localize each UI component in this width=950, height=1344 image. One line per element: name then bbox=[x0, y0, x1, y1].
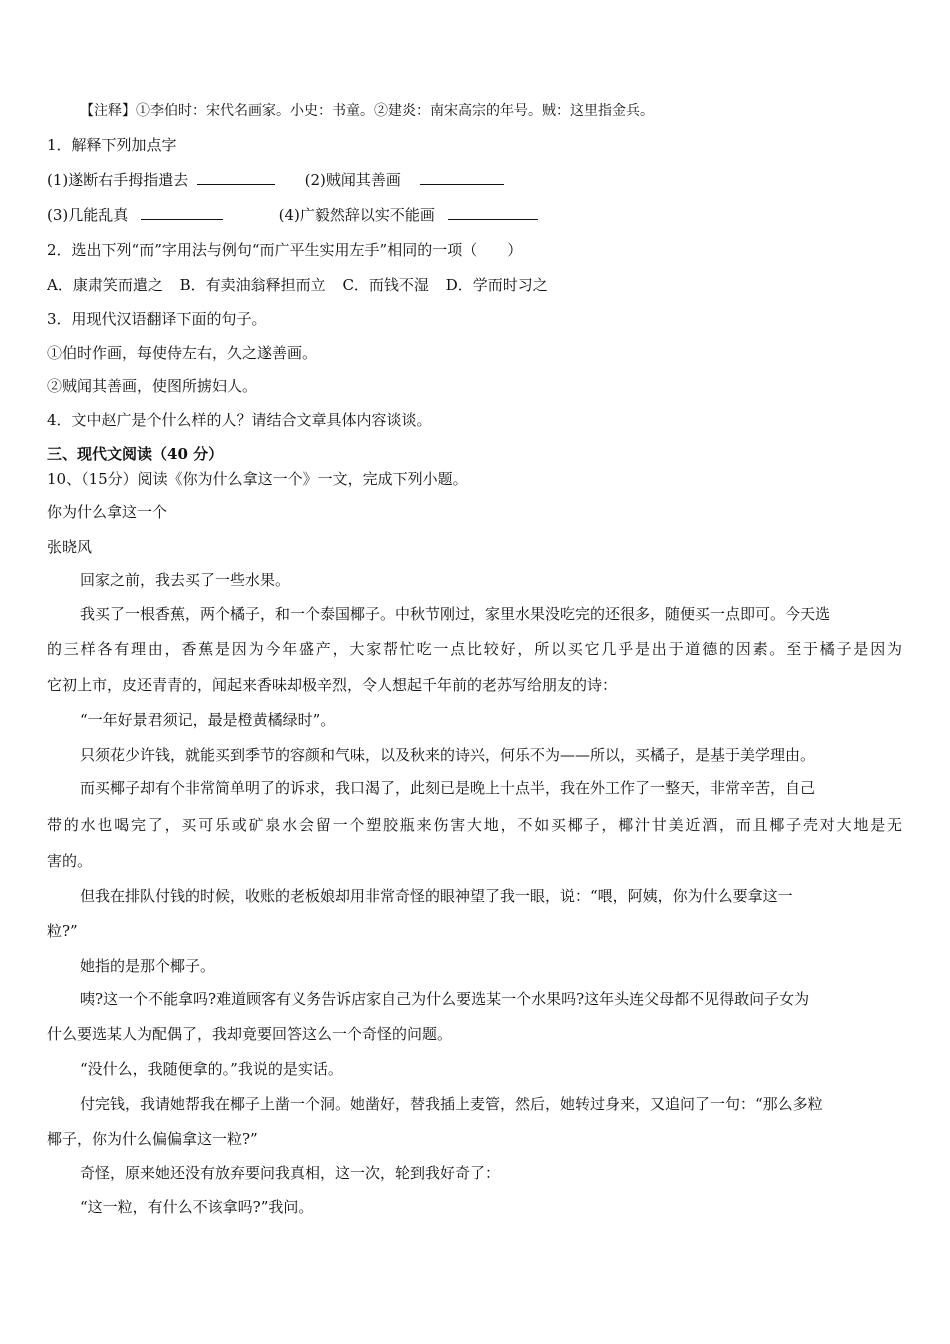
q1-item-1: (1)遂断右手拇指遣去 bbox=[47, 171, 189, 189]
paragraph-line: 粒?” bbox=[47, 922, 78, 940]
paragraph-line: 它初上市，皮还青青的，闻起来香味却极辛烈，令人想起千年前的老苏写给朋友的诗： bbox=[47, 676, 618, 694]
paragraph-line: 的三样各有理由，香蕉是因为今年盛产，大家帮忙吃一点比较好，所以买它几乎是出于道德的因素。至于橘子是因为 bbox=[47, 640, 902, 658]
question-1-row-2 bbox=[47, 205, 538, 225]
article-title: 你为什么拿这一个 bbox=[47, 503, 168, 521]
option-c[interactable]: C．而钱不湿 bbox=[342, 276, 429, 294]
paragraph-line: 付完钱，我请她帮我在椰子上凿一个洞。她凿好，替我插上麦管，然后，她转过身来，又追问了一句：“那么多粒 bbox=[80, 1095, 823, 1113]
question-1-row-1 bbox=[47, 170, 504, 190]
answer-blank[interactable] bbox=[448, 205, 538, 220]
paragraph: “这一粒，有什么不该拿吗?”我问。 bbox=[80, 1198, 314, 1216]
option-a[interactable]: A．康肃笑而遣之 bbox=[47, 276, 163, 294]
paragraph: 她指的是那个椰子。 bbox=[80, 957, 216, 975]
paragraph-line: 而买椰子却有个非常简单明了的诉求，我口渴了，此刻已是晚上十点半，我在外工作了一整天，非常辛苦，自己 bbox=[80, 779, 816, 797]
section-heading: 三、现代文阅读（40 分） bbox=[47, 445, 224, 463]
paragraph-line: 我买了一根香蕉，两个橘子，和一个泰国椰子。中秋节刚过，家里水果没吃完的还很多，随便买一点即可。今天选 bbox=[80, 605, 831, 623]
paragraph: 只须花少许钱，就能买到季节的容颜和气味，以及秋来的诗兴，何乐不为——所以，买橘子，是基于美学理由。 bbox=[80, 746, 816, 764]
answer-blank[interactable] bbox=[141, 205, 223, 220]
article-author: 张晓风 bbox=[47, 538, 93, 556]
annotation-note: 【注释】①李伯时：宋代名画家。小史：书童。②建炎：南宋高宗的年号。贼：这里指金兵。 bbox=[80, 103, 654, 119]
question-3-stem: 3．用现代汉语翻译下面的句子。 bbox=[47, 310, 267, 328]
q1-item-2: (2)贼闻其善画 bbox=[304, 171, 401, 189]
paragraph: 奇怪，原来她还没有放弃要问我真相，这一次，轮到我好奇了： bbox=[80, 1164, 501, 1182]
question-10-intro: 10、（15分）阅读《你为什么拿这一个》一文，完成下列小题。 bbox=[47, 470, 468, 488]
paragraph-line: 椰子，你为什么偏偏拿这一粒?” bbox=[47, 1130, 258, 1148]
paragraph: 回家之前，我去买了一些水果。 bbox=[80, 571, 291, 589]
paragraph: “没什么，我随便拿的。”我说的是实话。 bbox=[80, 1060, 343, 1078]
question-2-options bbox=[47, 275, 560, 295]
answer-blank[interactable] bbox=[197, 170, 275, 185]
q1-item-4: (4)广毅然辞以实不能画 bbox=[278, 206, 435, 224]
option-b[interactable]: B．有卖油翁释担而立 bbox=[179, 276, 326, 294]
paragraph-quote: “一年好景君须记，最是橙黄橘绿时”。 bbox=[80, 711, 336, 729]
paragraph-line: 害的。 bbox=[47, 852, 93, 870]
question-2-stem: 2．选出下列“而”字用法与例句“而广平生实用左手”相同的一项（ ） bbox=[47, 241, 523, 259]
q1-item-3: (3)几能乱真 bbox=[47, 206, 129, 224]
question-3-sentence-1: ①伯时作画，每使侍左右，久之遂善画。 bbox=[47, 344, 318, 362]
option-d[interactable]: D．学而时习之 bbox=[445, 276, 548, 294]
question-3-sentence-2: ②贼闻其善画，使图所掳妇人。 bbox=[47, 377, 258, 395]
paragraph-line: 什么要选某人为配偶了，我却竟要回答这么一个奇怪的问题。 bbox=[47, 1025, 453, 1043]
paragraph-line: 带的水也喝完了，买可乐或矿泉水会留一个塑胶瓶来伤害大地，不如买椰子，椰汁甘美近酒，而且椰子壳对大地是无 bbox=[47, 816, 902, 834]
paragraph-line: 咦?这一个不能拿吗?难道顾客有义务告诉店家自己为什么要选某一个水果吗?这年头连父母都不见得敢问子女为 bbox=[80, 990, 810, 1008]
question-4-stem: 4．文中赵广是个什么样的人？请结合文章具体内容谈谈。 bbox=[47, 411, 432, 429]
question-1-stem: 1．解释下列加点字 bbox=[47, 136, 177, 154]
paragraph-line: 但我在排队付钱的时候，收账的老板娘却用非常奇怪的眼神望了我一眼，说：“喂，阿姨，你为什么要拿这一 bbox=[80, 887, 793, 905]
answer-blank[interactable] bbox=[420, 170, 504, 185]
